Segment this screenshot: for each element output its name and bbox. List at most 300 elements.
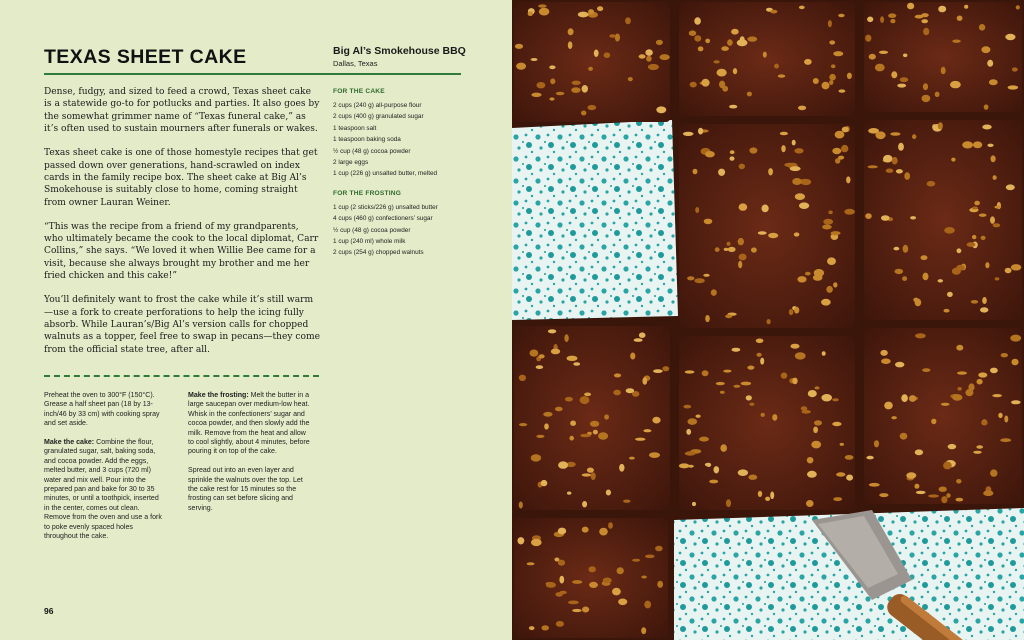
walnut-piece (648, 64, 659, 70)
walnut-piece (617, 567, 624, 574)
walnut-piece (536, 435, 544, 438)
walnut-piece (866, 456, 873, 460)
walnut-piece (515, 44, 523, 49)
walnut-piece (656, 106, 666, 113)
walnut-piece (641, 627, 646, 634)
walnut-piece (840, 443, 844, 446)
walnut-piece (704, 219, 713, 225)
walnut-piece (693, 169, 698, 175)
walnut-piece (985, 262, 989, 268)
walnut-piece (792, 378, 797, 385)
walnut-piece (555, 407, 563, 412)
walnut-piece (879, 493, 888, 497)
walnut-piece (839, 89, 846, 92)
walnut-piece (923, 83, 928, 90)
walnut-piece (991, 155, 996, 162)
walnut-piece (733, 385, 740, 388)
walnut-piece (767, 319, 771, 324)
walnut-piece (980, 307, 988, 312)
walnut-piece (1000, 438, 1011, 442)
walnut-piece (978, 372, 987, 377)
walnut-piece (556, 92, 565, 95)
walnut-piece (530, 350, 539, 357)
walnut-piece (981, 46, 990, 53)
walnut-piece (956, 479, 961, 484)
page-number: 96 (44, 606, 54, 616)
ingredients-heading: FOR THE FROSTING (333, 189, 402, 197)
walnut-piece (879, 51, 888, 54)
walnut-piece (690, 82, 697, 88)
walnut-piece (842, 127, 849, 133)
walnut-piece (571, 87, 580, 93)
ingredient-item: ½ cup (48 g) cocoa powder (333, 226, 411, 234)
walnut-piece (838, 156, 844, 160)
walnut-piece (733, 68, 737, 74)
walnut-piece (927, 181, 936, 187)
walnut-piece (814, 420, 822, 425)
walnut-piece (989, 79, 998, 85)
cake-ingredients (333, 88, 473, 180)
walnut-piece (768, 168, 773, 175)
walnut-piece (582, 527, 589, 533)
walnut-piece (581, 111, 586, 116)
walnut-piece (568, 41, 573, 49)
walnut-piece (549, 97, 554, 100)
walnut-piece (822, 351, 826, 356)
walnut-piece (541, 625, 549, 630)
walnut-piece (748, 475, 757, 480)
walnut-piece (865, 213, 872, 219)
walnut-piece (826, 286, 833, 293)
walnut-piece (531, 93, 541, 97)
walnut-piece (828, 20, 832, 27)
ingredient-item: 2 cups (400 g) granulated sugar (333, 113, 424, 121)
walnut-piece (531, 58, 538, 61)
walnut-piece (761, 413, 765, 417)
walnut-piece (567, 492, 571, 495)
walnut-piece (900, 433, 908, 440)
walnut-piece (923, 273, 929, 281)
walnut-piece (518, 537, 525, 544)
walnut-piece (1011, 264, 1021, 270)
walnut-piece (998, 413, 1002, 418)
intro-paragraph: Texas sheet cake is one of those homestyle recipes that get passed down over generations, hand-scrawled on index cards in the family recipe box. The sheet cake at Big Al’s Smokehouse is suitably close to home, coming straight from owner Lauran Weiner. (44, 148, 318, 208)
walnut-piece (701, 79, 709, 87)
walnut-piece (1011, 400, 1021, 404)
walnut-piece (720, 391, 725, 394)
walnut-piece (981, 420, 987, 426)
walnut-piece (909, 395, 916, 402)
walnut-piece (550, 78, 555, 84)
method-column-2 (188, 391, 310, 523)
walnut-piece (604, 52, 611, 58)
walnut-piece (821, 299, 831, 306)
walnut-piece (902, 276, 907, 281)
cake-square (514, 2, 670, 122)
walnut-piece (639, 332, 646, 338)
intro-text (44, 86, 320, 368)
walnut-piece (892, 157, 898, 165)
walnut-piece (938, 122, 943, 129)
walnut-piece (952, 394, 962, 401)
ingredient-item: ½ cup (48 g) cocoa powder (333, 147, 411, 155)
walnut-piece (685, 370, 695, 373)
walnut-piece (828, 211, 832, 215)
walnut-piece (903, 245, 909, 253)
walnut-piece (813, 427, 818, 434)
walnut-piece (725, 314, 732, 318)
walnut-piece (739, 254, 747, 261)
walnut-piece (847, 73, 852, 79)
walnut-piece (880, 350, 887, 356)
walnut-piece (914, 484, 919, 489)
walnut-piece (814, 269, 824, 277)
step-text: Combine the flour, granulated sugar, salt, baking soda, and cocoa powder. Add the eggs, melted butter, and 3 cups (720 ml) water and mix well. Pour into the prepared pan and bake for 30 to 35 minutes, or until a toothpick, inserted in the center, comes out clean. Remove from the oven and use a fork to poke evenly spaced holes throughout the cake. (44, 439, 162, 541)
walnut-piece (726, 499, 731, 507)
cake-square (864, 328, 1022, 504)
walnut-piece (645, 49, 652, 56)
walnut-piece (993, 175, 997, 180)
walnut-piece (558, 528, 566, 535)
walnut-piece (922, 95, 931, 102)
walnut-piece (582, 85, 588, 93)
walnut-piece (833, 497, 842, 501)
walnut-piece (799, 6, 805, 10)
walnut-piece (972, 235, 976, 239)
walnut-piece (915, 449, 923, 455)
walnut-piece (705, 315, 710, 322)
walnut-piece (982, 125, 991, 130)
walnut-piece (932, 124, 936, 129)
walnut-piece (957, 248, 962, 253)
walnut-piece (625, 17, 631, 24)
walnut-piece (528, 11, 533, 16)
walnut-piece (642, 377, 647, 384)
walnut-piece (957, 16, 963, 21)
walnut-piece (923, 28, 929, 36)
walnut-piece (890, 19, 895, 23)
walnut-piece (794, 148, 803, 153)
walnut-piece (981, 236, 986, 240)
walnut-piece (589, 566, 596, 572)
walnut-piece (546, 582, 556, 588)
walnut-piece (639, 54, 646, 58)
walnut-piece (747, 36, 757, 41)
walnut-piece (868, 165, 878, 168)
walnut-piece (556, 621, 564, 627)
walnut-piece (598, 432, 608, 439)
walnut-piece (618, 599, 627, 606)
walnut-piece (593, 430, 598, 435)
walnut-piece (832, 398, 839, 401)
walnut-piece (973, 141, 982, 148)
walnut-piece (614, 373, 621, 377)
walnut-piece (531, 454, 541, 461)
walnut-piece (984, 104, 989, 109)
walnut-piece (822, 82, 830, 90)
walnut-piece (703, 274, 709, 277)
method-step (44, 438, 164, 541)
method-step (188, 391, 310, 457)
ingredient-item: 1 teaspoon baking soda (333, 136, 401, 144)
walnut-piece (717, 69, 727, 77)
walnut-piece (644, 601, 651, 609)
walnut-piece (649, 452, 660, 458)
restaurant-location: Dallas, Texas (333, 59, 378, 68)
walnut-piece (695, 207, 699, 213)
walnut-piece (831, 231, 841, 235)
walnut-piece (993, 223, 1001, 227)
walnut-piece (732, 348, 741, 352)
method-divider (44, 375, 319, 377)
walnut-piece (544, 423, 549, 429)
walnut-piece (588, 9, 594, 14)
walnut-piece (931, 419, 936, 425)
walnut-piece (632, 559, 640, 562)
walnut-piece (584, 393, 591, 397)
walnut-piece (836, 472, 845, 476)
walnut-piece (655, 546, 663, 552)
walnut-piece (738, 261, 742, 268)
walnut-piece (653, 369, 663, 373)
walnut-piece (558, 461, 568, 468)
walnut-piece (906, 472, 916, 478)
walnut-piece (609, 34, 616, 37)
walnut-piece (795, 352, 806, 359)
walnut-piece (845, 455, 854, 460)
walnut-piece (895, 362, 904, 368)
walnut-piece (688, 418, 698, 425)
step-lead: Make the cake: (44, 439, 95, 447)
walnut-piece (758, 491, 762, 497)
walnut-piece (912, 134, 916, 139)
walnut-piece (737, 39, 748, 46)
walnut-piece (884, 402, 893, 410)
walnut-piece (815, 386, 820, 389)
walnut-piece (582, 501, 587, 507)
walnut-piece (711, 289, 717, 296)
walnut-piece (838, 14, 844, 17)
walnut-piece (784, 163, 795, 167)
walnut-piece (792, 178, 802, 185)
walnut-piece (791, 344, 800, 349)
walnut-piece (983, 490, 993, 496)
walnut-piece (768, 233, 778, 238)
walnut-piece (1011, 359, 1018, 366)
walnut-piece (539, 8, 550, 16)
walnut-piece (987, 144, 993, 147)
walnut-piece (746, 395, 752, 400)
walnut-piece (982, 297, 987, 304)
walnut-piece (694, 35, 701, 41)
walnut-piece (943, 462, 952, 470)
walnut-piece (897, 84, 906, 88)
walnut-piece (760, 358, 764, 365)
walnut-piece (1016, 5, 1020, 9)
walnut-piece (612, 588, 621, 596)
walnut-piece (529, 626, 535, 630)
walnut-piece (565, 397, 573, 402)
method-step: Preheat the oven to 300°F (150°C). Grease a half sheet pan (18 by 13-inch/46 by 33 cm) with cooking spray and set aside. (44, 392, 160, 428)
walnut-piece (723, 370, 731, 373)
walnut-piece (795, 193, 805, 200)
walnut-piece (630, 353, 635, 360)
cake-square (679, 336, 855, 510)
walnut-piece (716, 382, 725, 385)
walnut-piece (890, 132, 900, 136)
step-text: Melt the butter in a large saucepan over medium-low heat. Whisk in the confectioners’ sugar and cocoa powder, and then slowly add the milk. Remove from the heat and allow to cool slightly, about 4 minutes, before pouring it on top of the cake. (188, 392, 310, 456)
walnut-piece (635, 438, 645, 441)
walnut-piece (922, 368, 930, 372)
walnut-piece (979, 24, 985, 31)
walnut-piece (747, 92, 752, 97)
walnut-piece (590, 421, 599, 427)
walnut-piece (749, 147, 757, 153)
walnut-piece (568, 601, 579, 605)
walnut-piece (944, 227, 955, 234)
walnut-piece (705, 39, 710, 44)
walnut-piece (875, 64, 885, 72)
walnut-piece (731, 29, 739, 35)
walnut-piece (829, 80, 833, 85)
walnut-piece (551, 349, 560, 355)
walnut-piece (807, 471, 817, 478)
walnut-piece (831, 64, 836, 68)
ingredient-item: 2 cups (240 g) all-purpose flour (333, 102, 422, 109)
walnut-piece (891, 416, 897, 419)
ingredients-list (333, 88, 473, 269)
ingredient-item: 1 cup (240 ml) whole milk (333, 237, 406, 245)
walnut-piece (603, 578, 612, 584)
walnut-piece (900, 77, 908, 82)
cake-square (864, 2, 1022, 112)
walnut-piece (536, 365, 543, 369)
walnut-piece (1004, 416, 1008, 423)
walnut-piece (910, 216, 916, 219)
walnut-piece (588, 67, 593, 71)
walnut-piece (572, 580, 582, 584)
walnut-piece (790, 166, 801, 171)
walnut-piece (662, 366, 669, 371)
walnut-piece (938, 279, 943, 282)
walnut-piece (604, 414, 609, 419)
intro-paragraph: Dense, fudgy, and sized to feed a crowd, Texas sheet cake is a statewide go-to for potlucks and parties. It also goes by the somewhat grimmer name of “Texas funeral cake,” as it’s often used to sustain mourners after funerals or wakes. (44, 87, 320, 135)
walnut-piece (718, 169, 725, 176)
walnut-piece (714, 466, 720, 473)
walnut-piece (594, 50, 599, 57)
walnut-piece (705, 463, 710, 466)
walnut-piece (865, 35, 871, 42)
walnut-piece (994, 206, 1001, 209)
walnut-piece (564, 334, 568, 342)
walnut-piece (829, 74, 836, 81)
walnut-piece (1005, 268, 1012, 274)
ingredient-item: 4 cups (460 g) confectioners’ sugar (333, 215, 433, 223)
walnut-piece (629, 457, 635, 460)
ingredient-item: 1 cup (226 g) unsalted butter, melted (333, 170, 438, 178)
walnut-piece (751, 247, 757, 252)
cake-square (679, 2, 855, 116)
walnut-piece (832, 422, 841, 426)
walnut-piece (756, 339, 764, 344)
walnut-piece (841, 145, 848, 152)
walnut-piece (572, 81, 581, 85)
walnut-piece (823, 219, 833, 225)
walnut-piece (780, 132, 788, 136)
walnut-piece (846, 176, 850, 183)
walnut-piece (541, 480, 548, 486)
walnut-piece (799, 202, 809, 209)
walnut-piece (979, 214, 987, 217)
walnut-piece (537, 82, 546, 88)
walnut-piece (867, 17, 873, 23)
ingredient-item: 2 cups (254 g) chopped walnuts (333, 249, 424, 257)
walnut-piece (692, 502, 696, 506)
walnut-piece (554, 558, 559, 562)
walnut-piece (916, 491, 926, 494)
walnut-piece (567, 356, 578, 361)
walnut-piece (519, 502, 523, 509)
walnut-piece (990, 216, 995, 223)
walnut-piece (941, 496, 947, 503)
walnut-piece (538, 4, 546, 7)
walnut-piece (947, 292, 953, 297)
walnut-piece (881, 358, 891, 364)
walnut-piece (749, 403, 754, 406)
walnut-piece (587, 105, 596, 110)
walnut-piece (548, 329, 556, 333)
walnut-piece (962, 141, 973, 148)
walnut-piece (613, 390, 621, 396)
walnut-piece (944, 309, 950, 313)
walnut-piece (832, 148, 841, 154)
walnut-piece (587, 468, 594, 473)
walnut-piece (580, 434, 591, 438)
walnut-piece (977, 379, 983, 385)
walnut-piece (660, 54, 670, 60)
walnut-piece (739, 164, 745, 170)
walnut-piece (808, 390, 817, 397)
walnut-piece (619, 464, 624, 472)
walnut-piece (762, 205, 769, 213)
walnut-piece (694, 278, 704, 283)
walnut-piece (881, 215, 890, 221)
walnut-piece (652, 417, 660, 424)
walnut-piece (973, 451, 981, 454)
walnut-piece (727, 39, 733, 46)
method-column-1 (44, 391, 164, 551)
walnut-piece (875, 131, 885, 139)
walnut-piece (714, 60, 720, 63)
walnut-piece (683, 132, 694, 136)
walnut-piece (728, 247, 736, 252)
walnut-piece (774, 64, 779, 69)
walnut-piece (896, 169, 903, 173)
walnut-piece (615, 34, 620, 42)
walnut-piece (811, 441, 821, 449)
walnut-piece (698, 46, 704, 51)
walnut-piece (724, 248, 729, 251)
walnut-piece (886, 169, 894, 173)
walnut-piece (628, 77, 633, 81)
walnut-piece (516, 63, 526, 70)
walnut-piece (1012, 67, 1018, 71)
walnut-piece (794, 232, 800, 236)
walnut-piece (657, 581, 663, 588)
ingredient-item: 1 teaspoon salt (333, 124, 377, 132)
walnut-piece (687, 276, 694, 280)
walnut-piece (578, 12, 589, 18)
